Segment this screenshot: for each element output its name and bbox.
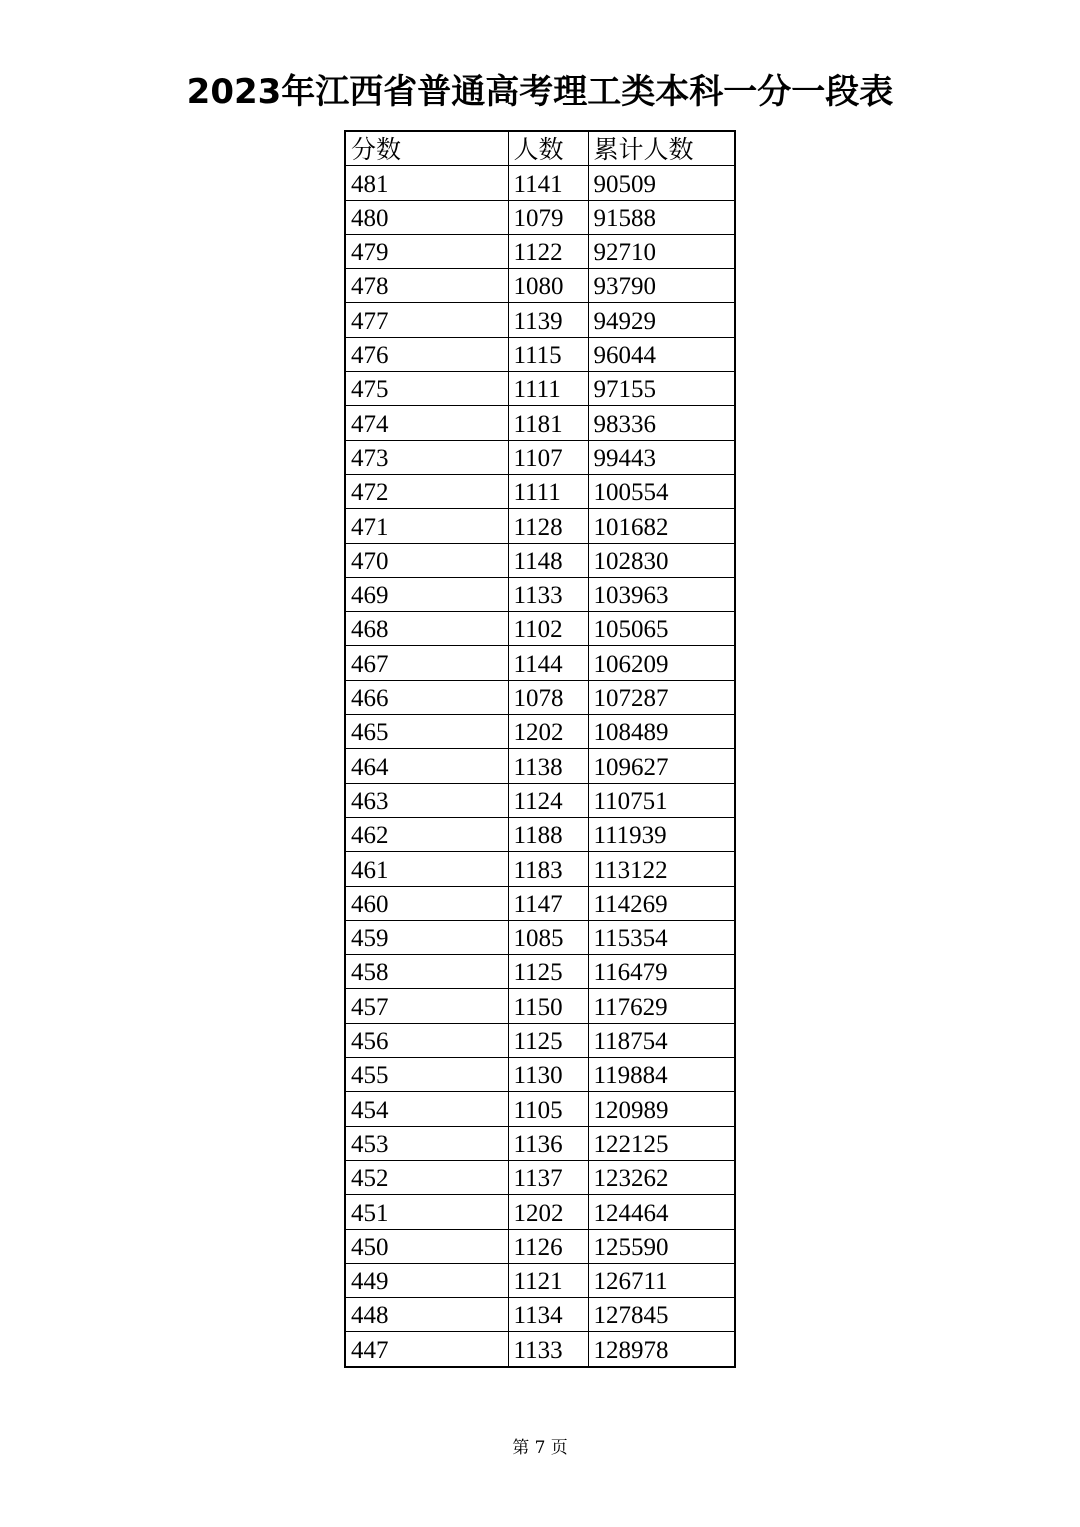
score-distribution-table <box>344 130 736 1368</box>
score-cell: 475 <box>345 372 508 406</box>
score-cell: 473 <box>345 440 508 474</box>
table-row <box>345 269 735 303</box>
score-cell: 474 <box>345 406 508 440</box>
cumulative-cell: 93790 <box>588 269 735 303</box>
cumulative-cell: 107287 <box>588 680 735 714</box>
table-row <box>345 680 735 714</box>
cumulative-cell: 102830 <box>588 543 735 577</box>
table-row <box>345 646 735 680</box>
cumulative-cell: 124464 <box>588 1195 735 1229</box>
count-cell: 1133 <box>508 1332 588 1367</box>
count-cell: 1079 <box>508 200 588 234</box>
score-cell: 461 <box>345 852 508 886</box>
score-cell: 455 <box>345 1058 508 1092</box>
count-cell: 1183 <box>508 852 588 886</box>
header-score: 分数 <box>345 131 508 166</box>
table-row <box>345 234 735 268</box>
cumulative-cell: 120989 <box>588 1092 735 1126</box>
count-cell: 1134 <box>508 1298 588 1332</box>
score-cell: 481 <box>345 166 508 200</box>
cumulative-cell: 115354 <box>588 920 735 954</box>
table-row <box>345 1160 735 1194</box>
cumulative-cell: 92710 <box>588 234 735 268</box>
cumulative-cell: 118754 <box>588 1023 735 1057</box>
count-cell: 1141 <box>508 166 588 200</box>
page-number: 第 7 页 <box>512 1438 568 1458</box>
table-row <box>345 337 735 371</box>
count-cell: 1107 <box>508 440 588 474</box>
count-cell: 1147 <box>508 886 588 920</box>
count-cell: 1102 <box>508 612 588 646</box>
table-row <box>345 955 735 989</box>
count-cell: 1122 <box>508 234 588 268</box>
cumulative-cell: 91588 <box>588 200 735 234</box>
count-cell: 1105 <box>508 1092 588 1126</box>
table-body <box>345 166 735 1367</box>
header-cumulative: 累计人数 <box>588 131 735 166</box>
score-cell: 480 <box>345 200 508 234</box>
count-cell: 1078 <box>508 680 588 714</box>
cumulative-cell: 98336 <box>588 406 735 440</box>
count-cell: 1124 <box>508 783 588 817</box>
count-cell: 1137 <box>508 1160 588 1194</box>
cumulative-cell: 106209 <box>588 646 735 680</box>
table-row <box>345 852 735 886</box>
count-cell: 1202 <box>508 1195 588 1229</box>
table-row <box>345 989 735 1023</box>
table-row <box>345 1126 735 1160</box>
table-row <box>345 200 735 234</box>
table-row <box>345 1298 735 1332</box>
table-header-row <box>345 131 735 166</box>
cumulative-cell: 101682 <box>588 509 735 543</box>
table-row <box>345 1229 735 1263</box>
score-cell: 477 <box>345 303 508 337</box>
cumulative-cell: 90509 <box>588 166 735 200</box>
count-cell: 1148 <box>508 543 588 577</box>
score-cell: 459 <box>345 920 508 954</box>
table-row <box>345 817 735 851</box>
table-row <box>345 1092 735 1126</box>
score-cell: 447 <box>345 1332 508 1367</box>
cumulative-cell: 100554 <box>588 474 735 508</box>
score-cell: 454 <box>345 1092 508 1126</box>
cumulative-cell: 105065 <box>588 612 735 646</box>
table-row <box>345 372 735 406</box>
count-cell: 1125 <box>508 1023 588 1057</box>
count-cell: 1202 <box>508 715 588 749</box>
cumulative-cell: 99443 <box>588 440 735 474</box>
table-row <box>345 612 735 646</box>
table-row <box>345 920 735 954</box>
cumulative-cell: 103963 <box>588 577 735 611</box>
table-row <box>345 303 735 337</box>
cumulative-cell: 111939 <box>588 817 735 851</box>
cumulative-cell: 119884 <box>588 1058 735 1092</box>
count-cell: 1121 <box>508 1263 588 1297</box>
cumulative-cell: 94929 <box>588 303 735 337</box>
table-row <box>345 1195 735 1229</box>
cumulative-cell: 96044 <box>588 337 735 371</box>
cumulative-cell: 126711 <box>588 1263 735 1297</box>
count-cell: 1136 <box>508 1126 588 1160</box>
cumulative-cell: 109627 <box>588 749 735 783</box>
count-cell: 1080 <box>508 269 588 303</box>
page-title: 2023年江西省普通高考理工类本科一分一段表 <box>186 72 894 112</box>
score-cell: 460 <box>345 886 508 920</box>
score-cell: 470 <box>345 543 508 577</box>
table-row <box>345 1058 735 1092</box>
count-cell: 1181 <box>508 406 588 440</box>
table-row <box>345 509 735 543</box>
score-cell: 452 <box>345 1160 508 1194</box>
count-cell: 1133 <box>508 577 588 611</box>
cumulative-cell: 127845 <box>588 1298 735 1332</box>
table-row <box>345 577 735 611</box>
table-row <box>345 1023 735 1057</box>
score-cell: 472 <box>345 474 508 508</box>
score-cell: 462 <box>345 817 508 851</box>
score-cell: 458 <box>345 955 508 989</box>
count-cell: 1128 <box>508 509 588 543</box>
score-cell: 453 <box>345 1126 508 1160</box>
count-cell: 1125 <box>508 955 588 989</box>
table-row <box>345 474 735 508</box>
score-cell: 457 <box>345 989 508 1023</box>
score-cell: 478 <box>345 269 508 303</box>
header-count: 人数 <box>508 131 588 166</box>
count-cell: 1111 <box>508 474 588 508</box>
count-cell: 1111 <box>508 372 588 406</box>
table-row <box>345 440 735 474</box>
table-row <box>345 166 735 200</box>
score-cell: 449 <box>345 1263 508 1297</box>
score-cell: 479 <box>345 234 508 268</box>
table-row <box>345 886 735 920</box>
table-row <box>345 543 735 577</box>
count-cell: 1144 <box>508 646 588 680</box>
cumulative-cell: 114269 <box>588 886 735 920</box>
score-cell: 466 <box>345 680 508 714</box>
cumulative-cell: 123262 <box>588 1160 735 1194</box>
score-cell: 451 <box>345 1195 508 1229</box>
count-cell: 1115 <box>508 337 588 371</box>
cumulative-cell: 108489 <box>588 715 735 749</box>
table-row <box>345 749 735 783</box>
count-cell: 1138 <box>508 749 588 783</box>
count-cell: 1126 <box>508 1229 588 1263</box>
count-cell: 1085 <box>508 920 588 954</box>
score-cell: 468 <box>345 612 508 646</box>
count-cell: 1130 <box>508 1058 588 1092</box>
count-cell: 1150 <box>508 989 588 1023</box>
table-row <box>345 1332 735 1367</box>
table-row <box>345 715 735 749</box>
score-cell: 456 <box>345 1023 508 1057</box>
score-cell: 469 <box>345 577 508 611</box>
cumulative-cell: 117629 <box>588 989 735 1023</box>
cumulative-cell: 122125 <box>588 1126 735 1160</box>
score-cell: 464 <box>345 749 508 783</box>
score-cell: 471 <box>345 509 508 543</box>
score-cell: 450 <box>345 1229 508 1263</box>
score-cell: 467 <box>345 646 508 680</box>
table-row <box>345 1263 735 1297</box>
table-row <box>345 406 735 440</box>
cumulative-cell: 97155 <box>588 372 735 406</box>
count-cell: 1139 <box>508 303 588 337</box>
count-cell: 1188 <box>508 817 588 851</box>
cumulative-cell: 110751 <box>588 783 735 817</box>
score-cell: 463 <box>345 783 508 817</box>
score-cell: 448 <box>345 1298 508 1332</box>
score-cell: 476 <box>345 337 508 371</box>
cumulative-cell: 125590 <box>588 1229 735 1263</box>
table-row <box>345 783 735 817</box>
cumulative-cell: 116479 <box>588 955 735 989</box>
cumulative-cell: 128978 <box>588 1332 735 1367</box>
cumulative-cell: 113122 <box>588 852 735 886</box>
score-cell: 465 <box>345 715 508 749</box>
